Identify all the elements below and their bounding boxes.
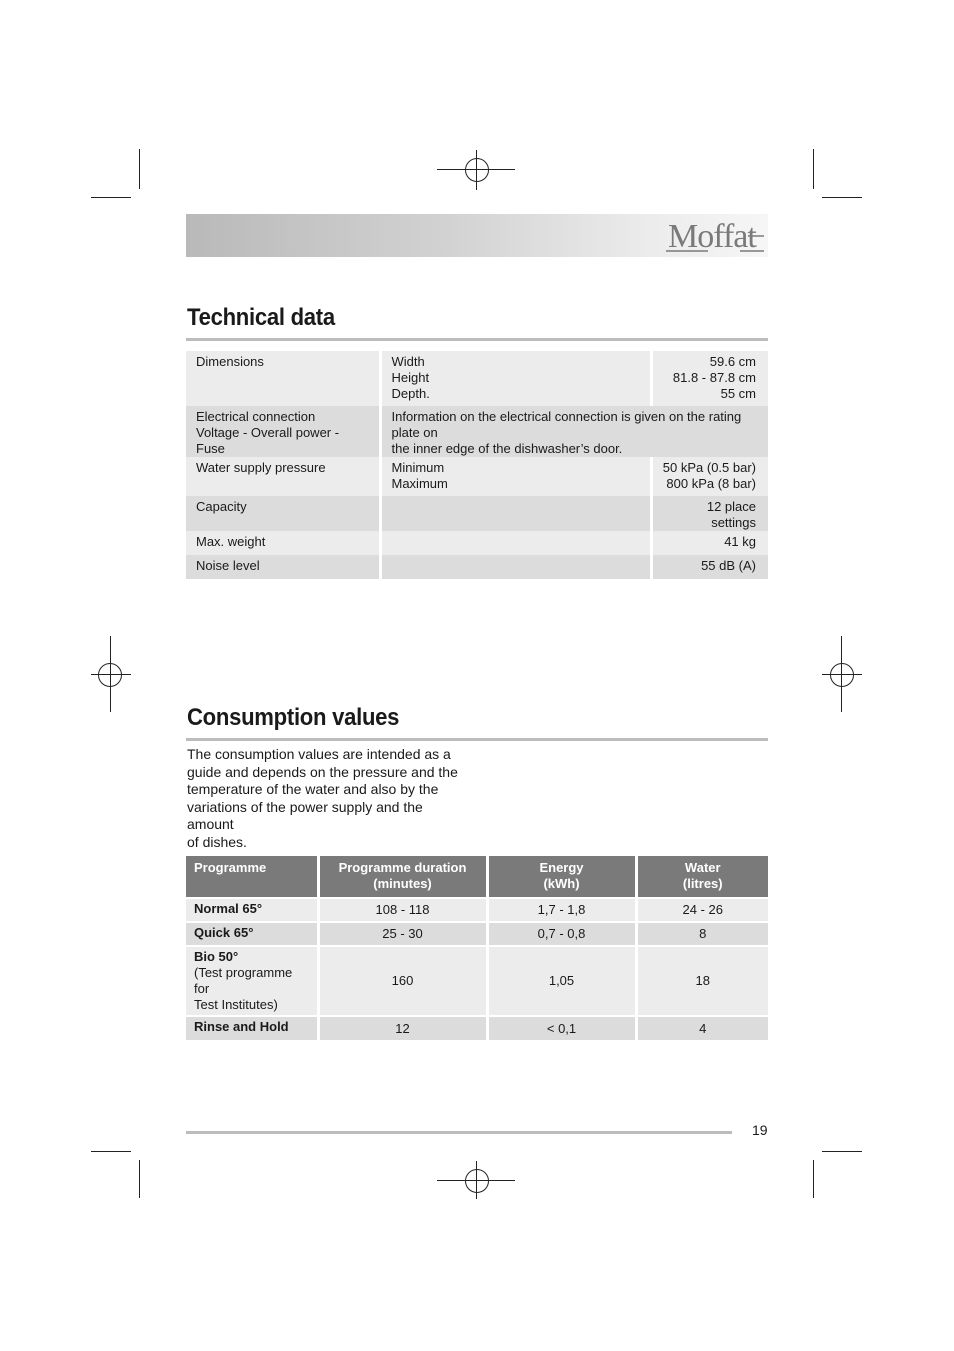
- intro-line: The consumption values are intended as a: [187, 746, 451, 762]
- intro-line: guide and depends on the pressure and the: [187, 763, 458, 780]
- cell-line: 800 kPa (8 bar): [666, 476, 756, 491]
- intro-line: of dishes.: [187, 833, 247, 850]
- programme-name: Quick 65°: [194, 925, 254, 940]
- tech-value-cell: [651, 496, 768, 531]
- intro-line: temperature of the water and also by the: [187, 781, 439, 798]
- cell-line: Capacity: [196, 499, 247, 514]
- programme-cell: [186, 898, 318, 922]
- tech-label-cell: [186, 531, 380, 555]
- crop-mark: [813, 1160, 814, 1198]
- programme-note: Test Institutes): [194, 997, 278, 1012]
- header-line: Water: [684, 860, 721, 875]
- programme-row: [186, 922, 768, 946]
- cell-line: Maximum: [391, 476, 448, 491]
- technical-data-table: [186, 351, 768, 579]
- cell-line: Minimum: [391, 460, 445, 475]
- column-header: [318, 856, 487, 898]
- section-rule: [186, 338, 768, 341]
- intro-line: variations of the power supply and the amount: [187, 798, 423, 833]
- column-header: [487, 856, 636, 898]
- footer-rule: [186, 1131, 732, 1134]
- cell-line: Water supply pressure: [196, 460, 326, 475]
- duration-cell: 25 - 30: [318, 922, 487, 946]
- cell-line: Depth.: [391, 386, 430, 401]
- duration-cell: 108 - 118: [318, 898, 487, 922]
- water-cell: 24 - 26: [636, 898, 768, 922]
- energy-cell: 1,05: [487, 946, 636, 1016]
- cell-line: 50 kPa (0.5 bar): [662, 460, 756, 475]
- cell-line: 81.8 - 87.8 cm: [672, 370, 756, 385]
- water-cell: 18: [636, 946, 768, 1016]
- tech-row: [186, 406, 768, 457]
- programme-note: (Test programme for: [194, 965, 293, 996]
- cell-line: Height: [391, 370, 430, 385]
- column-header: [186, 856, 318, 898]
- energy-cell: 0,7 - 0,8: [487, 922, 636, 946]
- tech-row: [186, 457, 768, 496]
- cell-line: Max. weight: [196, 534, 266, 549]
- crop-mark: [813, 149, 814, 189]
- tech-row: [186, 531, 768, 555]
- consumption-intro: [187, 746, 472, 852]
- programme-name: Rinse and Hold: [194, 1019, 289, 1034]
- cell-line: Noise level: [196, 558, 260, 573]
- water-cell: 4: [636, 1016, 768, 1040]
- tech-row: [186, 351, 768, 406]
- energy-cell: < 0,1: [487, 1016, 636, 1040]
- consumption-table: [186, 856, 768, 1040]
- consumption-values-title: Consumption values: [187, 704, 400, 731]
- tech-row: [186, 496, 768, 531]
- header-line: (minutes): [373, 876, 432, 891]
- crop-mark: [91, 1151, 131, 1152]
- tech-label-cell: [186, 351, 380, 406]
- cell-line: Information on the electrical connection is given on the rating plate on: [391, 409, 742, 440]
- section-rule: [186, 738, 768, 741]
- tech-row: [186, 555, 768, 579]
- logo-text: Moffat: [668, 218, 756, 255]
- cell-line: Electrical connection: [196, 409, 316, 424]
- crop-mark: [139, 149, 140, 189]
- programme-row: [186, 1016, 768, 1040]
- cell-line: Voltage - Overall power - Fuse: [196, 425, 340, 456]
- duration-cell: 160: [318, 946, 487, 1016]
- cell-line: Dimensions: [196, 354, 264, 369]
- cell-line: 41 kg: [724, 534, 756, 549]
- tech-label-cell: [186, 496, 380, 531]
- duration-cell: 12: [318, 1016, 487, 1040]
- cell-line: the inner edge of the dishwasher’s door.: [391, 441, 623, 456]
- crop-mark: [822, 1151, 862, 1152]
- water-cell: 8: [636, 922, 768, 946]
- column-header: [636, 856, 768, 898]
- tech-detail-cell: [380, 496, 651, 531]
- tech-detail-cell: [380, 351, 651, 406]
- programme-cell: [186, 1016, 318, 1040]
- cell-line: 55 dB (A): [701, 558, 756, 573]
- tech-detail-cell: [380, 457, 651, 496]
- tech-label-cell: [186, 555, 380, 579]
- technical-data-title: Technical data: [187, 304, 335, 331]
- tech-label-cell: [186, 457, 380, 496]
- header-line: Energy: [539, 860, 584, 875]
- header-line: (kWh): [543, 876, 580, 891]
- tech-detail-cell: [380, 531, 651, 555]
- crop-mark: [91, 197, 131, 198]
- tech-value-cell: [651, 555, 768, 579]
- tech-value-cell: [651, 457, 768, 496]
- programme-row: [186, 946, 768, 1016]
- page-number: 19: [752, 1122, 768, 1138]
- crop-mark: [139, 1160, 140, 1198]
- tech-detail-cell: [380, 555, 651, 579]
- programme-cell: [186, 922, 318, 946]
- energy-cell: 1,7 - 1,8: [487, 898, 636, 922]
- programme-row: [186, 898, 768, 922]
- header-line: (litres): [682, 876, 723, 891]
- header-line: Programme duration: [338, 860, 467, 875]
- tech-value-cell: [651, 531, 768, 555]
- cell-line: Width: [391, 354, 425, 369]
- cell-line: 59.6 cm: [709, 354, 756, 369]
- programme-cell: [186, 946, 318, 1016]
- tech-detail-cell: [380, 406, 768, 457]
- programme-name: Bio 50°: [194, 949, 239, 964]
- header-line: Programme: [194, 860, 267, 875]
- cell-line: 55 cm: [720, 386, 756, 401]
- programme-name: Normal 65°: [194, 901, 263, 916]
- moffat-logo: [664, 214, 768, 260]
- tech-value-cell: [651, 351, 768, 406]
- tech-label-cell: [186, 406, 380, 457]
- crop-mark: [822, 197, 862, 198]
- cell-line: 12 place settings: [706, 499, 756, 530]
